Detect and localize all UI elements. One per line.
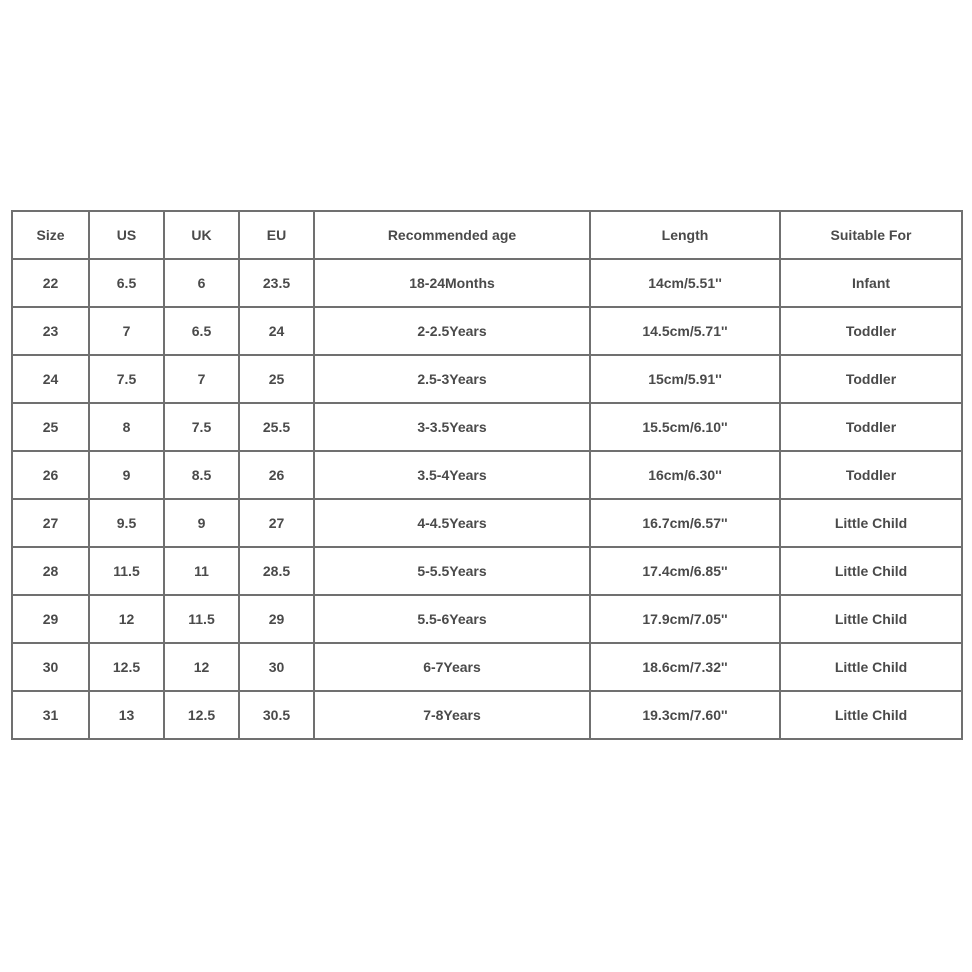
table-row [12,643,962,691]
cell-eu: 26 [239,451,314,499]
cell-length: 14cm/5.51'' [590,259,780,307]
header-eu: EU [239,211,314,259]
cell-length: 14.5cm/5.71'' [590,307,780,355]
size-chart-table [11,210,963,740]
header-length: Length [590,211,780,259]
cell-us: 11.5 [89,547,164,595]
cell-suitable-for: Little Child [780,499,962,547]
cell-suitable-for: Little Child [780,595,962,643]
cell-eu: 25.5 [239,403,314,451]
cell-eu: 24 [239,307,314,355]
cell-uk: 6.5 [164,307,239,355]
cell-uk: 12 [164,643,239,691]
cell-recommended-age: 6-7Years [314,643,590,691]
cell-uk: 8.5 [164,451,239,499]
cell-us: 12.5 [89,643,164,691]
cell-size: 29 [12,595,89,643]
cell-recommended-age: 3-3.5Years [314,403,590,451]
table-row [12,595,962,643]
cell-recommended-age: 3.5-4Years [314,451,590,499]
header-size: Size [12,211,89,259]
cell-length: 18.6cm/7.32'' [590,643,780,691]
header-recommended-age: Recommended age [314,211,590,259]
cell-length: 17.9cm/7.05'' [590,595,780,643]
cell-suitable-for: Toddler [780,403,962,451]
cell-recommended-age: 7-8Years [314,691,590,739]
cell-length: 16cm/6.30'' [590,451,780,499]
cell-us: 13 [89,691,164,739]
cell-suitable-for: Little Child [780,547,962,595]
cell-size: 23 [12,307,89,355]
table-row [12,307,962,355]
cell-suitable-for: Infant [780,259,962,307]
cell-us: 6.5 [89,259,164,307]
cell-uk: 11 [164,547,239,595]
cell-us: 7.5 [89,355,164,403]
cell-size: 24 [12,355,89,403]
table-row [12,403,962,451]
header-row [12,211,962,259]
cell-size: 31 [12,691,89,739]
cell-size: 26 [12,451,89,499]
cell-uk: 6 [164,259,239,307]
cell-suitable-for: Little Child [780,643,962,691]
cell-uk: 7 [164,355,239,403]
cell-suitable-for: Toddler [780,307,962,355]
cell-eu: 23.5 [239,259,314,307]
cell-eu: 29 [239,595,314,643]
table-row [12,691,962,739]
table-row [12,547,962,595]
cell-us: 12 [89,595,164,643]
cell-us: 9.5 [89,499,164,547]
cell-recommended-age: 5.5-6Years [314,595,590,643]
cell-suitable-for: Little Child [780,691,962,739]
cell-uk: 11.5 [164,595,239,643]
cell-size: 27 [12,499,89,547]
cell-uk: 12.5 [164,691,239,739]
cell-us: 8 [89,403,164,451]
cell-us: 7 [89,307,164,355]
cell-length: 17.4cm/6.85'' [590,547,780,595]
cell-uk: 9 [164,499,239,547]
table-row [12,355,962,403]
cell-size: 28 [12,547,89,595]
cell-recommended-age: 2.5-3Years [314,355,590,403]
cell-recommended-age: 5-5.5Years [314,547,590,595]
header-uk: UK [164,211,239,259]
table-row [12,259,962,307]
cell-length: 15.5cm/6.10'' [590,403,780,451]
cell-eu: 30 [239,643,314,691]
cell-length: 19.3cm/7.60'' [590,691,780,739]
cell-eu: 28.5 [239,547,314,595]
header-suitable-for: Suitable For [780,211,962,259]
cell-size: 22 [12,259,89,307]
header-us: US [89,211,164,259]
table-row [12,451,962,499]
cell-size: 30 [12,643,89,691]
cell-recommended-age: 2-2.5Years [314,307,590,355]
cell-uk: 7.5 [164,403,239,451]
cell-us: 9 [89,451,164,499]
cell-length: 15cm/5.91'' [590,355,780,403]
table-row [12,499,962,547]
cell-eu: 27 [239,499,314,547]
cell-eu: 25 [239,355,314,403]
cell-suitable-for: Toddler [780,451,962,499]
cell-recommended-age: 18-24Months [314,259,590,307]
cell-length: 16.7cm/6.57'' [590,499,780,547]
cell-size: 25 [12,403,89,451]
cell-eu: 30.5 [239,691,314,739]
cell-recommended-age: 4-4.5Years [314,499,590,547]
cell-suitable-for: Toddler [780,355,962,403]
